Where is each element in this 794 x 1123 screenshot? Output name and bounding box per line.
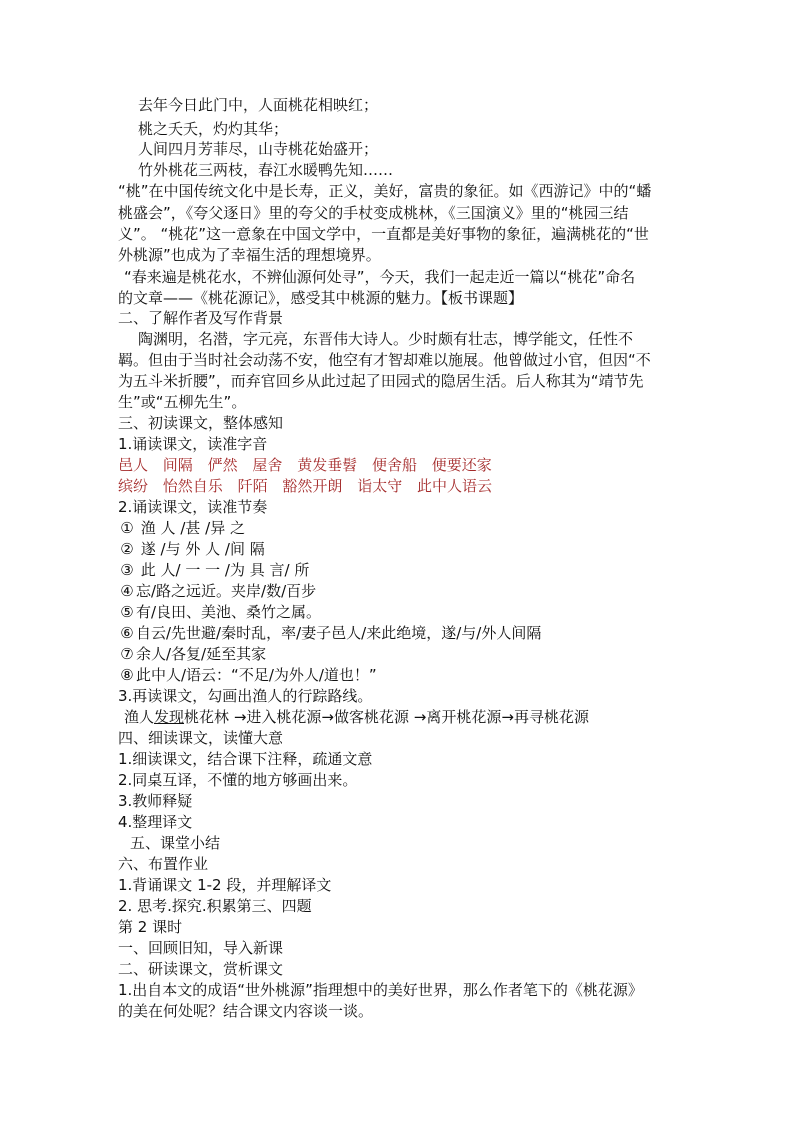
route-stop: 桃花林 bbox=[184, 708, 230, 726]
rhythm-line bbox=[118, 560, 309, 581]
lead-line: 的文章——《桃花源记》，感受其中桃源的魅力。【板书课题】 bbox=[118, 289, 524, 307]
poem-line: 去年今日此门中，人面桃花相映红； bbox=[138, 96, 379, 114]
rhythm-text: 此中人/语云：“不足/为外人/道也！” bbox=[136, 666, 377, 684]
rhythm-line bbox=[118, 518, 245, 539]
section-heading: 四、细读课文，读懂大意 bbox=[118, 729, 284, 747]
vocab-word: 此中人语云 bbox=[416, 477, 492, 495]
rhythm-number: ⑧ bbox=[120, 666, 134, 684]
vocab-row bbox=[118, 455, 492, 476]
rhythm-text: 忘/路之远近。夹岸/数/百步 bbox=[136, 582, 317, 600]
rhythm-number: ③ bbox=[120, 561, 134, 579]
vocab-word: 怡然自乐 bbox=[162, 477, 223, 495]
list-item: 3.教师释疑 bbox=[118, 792, 193, 810]
lead-line: “春来遍是桃花水，不辨仙源何处寻”，今天，我们一起走近一篇以“桃花”命名 bbox=[124, 268, 636, 286]
step-heading: 3.再读课文，勾画出渔人的行踪路线。 bbox=[118, 687, 373, 705]
arrow-icon: → bbox=[233, 708, 247, 726]
list-item: 1.细读课文，结合课下注释，疏通文意 bbox=[118, 750, 373, 768]
rhythm-text: 渔 人 /甚 /异 之 bbox=[140, 519, 245, 537]
list-item: 1.背诵课文 1-2 段，并理解译文 bbox=[118, 876, 332, 894]
vocab-word: 俨然 bbox=[207, 456, 238, 474]
rhythm-number: ② bbox=[120, 540, 134, 558]
poem-line: 桃之夭夭，灼灼其华； bbox=[138, 120, 289, 138]
list-item: 4.整理译文 bbox=[118, 813, 193, 831]
poem-line: 竹外桃花三两枝，春江水暖鸭先知…… bbox=[138, 161, 394, 179]
section-heading: 二、研读课文，赏析课文 bbox=[118, 960, 284, 978]
vocab-row bbox=[118, 476, 492, 497]
vocab-word: 阡陌 bbox=[237, 477, 268, 495]
route-stop: 再寻桃花源 bbox=[513, 708, 589, 726]
rhythm-line bbox=[118, 581, 316, 602]
author-line: 为五斗米折腰”，而弃官回乡从此过起了田园式的隐居生活。后人称其为“靖节先 bbox=[118, 372, 644, 390]
rhythm-text: 有/良田、美池、桑竹之属。 bbox=[136, 603, 322, 621]
step-heading: 1.诵读课文，读准字音 bbox=[118, 435, 268, 453]
vocab-word: 缤纷 bbox=[118, 477, 149, 495]
lesson-heading: 第 2 课时 bbox=[118, 918, 183, 936]
rhythm-text: 遂 /与 外 人 /间 隔 bbox=[140, 540, 265, 558]
rhythm-line bbox=[118, 644, 266, 665]
vocab-word: 间隔 bbox=[162, 456, 193, 474]
vocab-word: 便舍船 bbox=[371, 456, 417, 474]
route-verb: 发现 bbox=[154, 708, 185, 726]
list-item: 2. 思考.探究.积累第三、四题 bbox=[118, 897, 312, 915]
section-heading: 五、课堂小结 bbox=[130, 834, 221, 852]
question-line: 1.出自本文的成语“世外桃源”指理想中的美好世界，那么作者笔下的《桃花源》 bbox=[118, 981, 643, 999]
arrow-icon: → bbox=[501, 708, 514, 726]
rhythm-line bbox=[118, 539, 265, 560]
author-line: 生”或“五柳先生”。 bbox=[118, 393, 247, 411]
route-start: 渔人 bbox=[124, 708, 155, 726]
author-line: 羁。但由于当时社会动荡不安，他空有才智却难以施展。他曾做过小官，但因“不 bbox=[118, 351, 651, 369]
rhythm-number: ⑤ bbox=[120, 603, 134, 621]
section-heading: 一、回顾旧知，导入新课 bbox=[118, 939, 284, 957]
rhythm-number: ⑦ bbox=[120, 645, 134, 663]
section-heading: 二、了解作者及写作背景 bbox=[118, 309, 284, 327]
rhythm-number: ④ bbox=[120, 582, 134, 600]
list-item: 2.同桌互译，不懂的地方够画出来。 bbox=[118, 771, 358, 789]
arrow-icon: → bbox=[413, 708, 427, 726]
route-line bbox=[124, 707, 589, 728]
rhythm-number: ⑥ bbox=[120, 624, 134, 642]
intro-line: 桃盛会”，《夸父逐日》里的夸父的手杖变成桃林，《三国演义》里的“桃园三结 bbox=[118, 204, 629, 222]
step-heading: 2.诵读课文，读准节奏 bbox=[118, 498, 268, 516]
intro-line: 义”。 “桃花”这一意象在中国文学中，一直都是美好事物的象征，遍满桃花的“世 bbox=[118, 225, 649, 243]
intro-line: 外桃源”也成为了幸福生活的理想境界。 bbox=[118, 246, 381, 264]
rhythm-text: 自云/先世避/秦时乱，率/妻子邑人/来此绝境，遂/与/外人间隔 bbox=[136, 624, 542, 642]
section-heading: 三、初读课文，整体感知 bbox=[118, 414, 284, 432]
route-stop: 进入桃花源 bbox=[246, 708, 322, 726]
rhythm-text: 此 人/ 一 一 /为 具 言/ 所 bbox=[140, 561, 310, 579]
section-heading: 六、布置作业 bbox=[118, 855, 209, 873]
rhythm-line bbox=[118, 665, 377, 686]
rhythm-line bbox=[118, 602, 321, 623]
arrow-icon: → bbox=[321, 708, 334, 726]
vocab-word: 屋舍 bbox=[252, 456, 283, 474]
rhythm-text: 余人/各复/延至其家 bbox=[136, 645, 267, 663]
rhythm-line bbox=[118, 623, 541, 644]
vocab-word: 豁然开朗 bbox=[282, 477, 343, 495]
vocab-word: 黄发垂髫 bbox=[297, 456, 358, 474]
route-stop: 离开桃花源 bbox=[426, 708, 502, 726]
poem-line: 人间四月芳菲尽，山寺桃花始盛开； bbox=[138, 140, 379, 158]
intro-line: “桃”在中国传统文化中是长寿，正义，美好，富贵的象征。如《西游记》中的“蟠 bbox=[118, 182, 652, 200]
vocab-word: 诣太守 bbox=[357, 477, 403, 495]
question-line: 的美在何处呢？结合课文内容谈一谈。 bbox=[118, 1002, 374, 1020]
route-stop: 做客桃花源 bbox=[334, 708, 410, 726]
rhythm-number: ① bbox=[120, 519, 134, 537]
vocab-word: 邑人 bbox=[118, 456, 149, 474]
vocab-word: 便要还家 bbox=[431, 456, 492, 474]
author-line: 陶渊明，名潜，字元亮，东晋伟大诗人。少时颇有壮志，博学能文，任性不 bbox=[138, 330, 634, 348]
